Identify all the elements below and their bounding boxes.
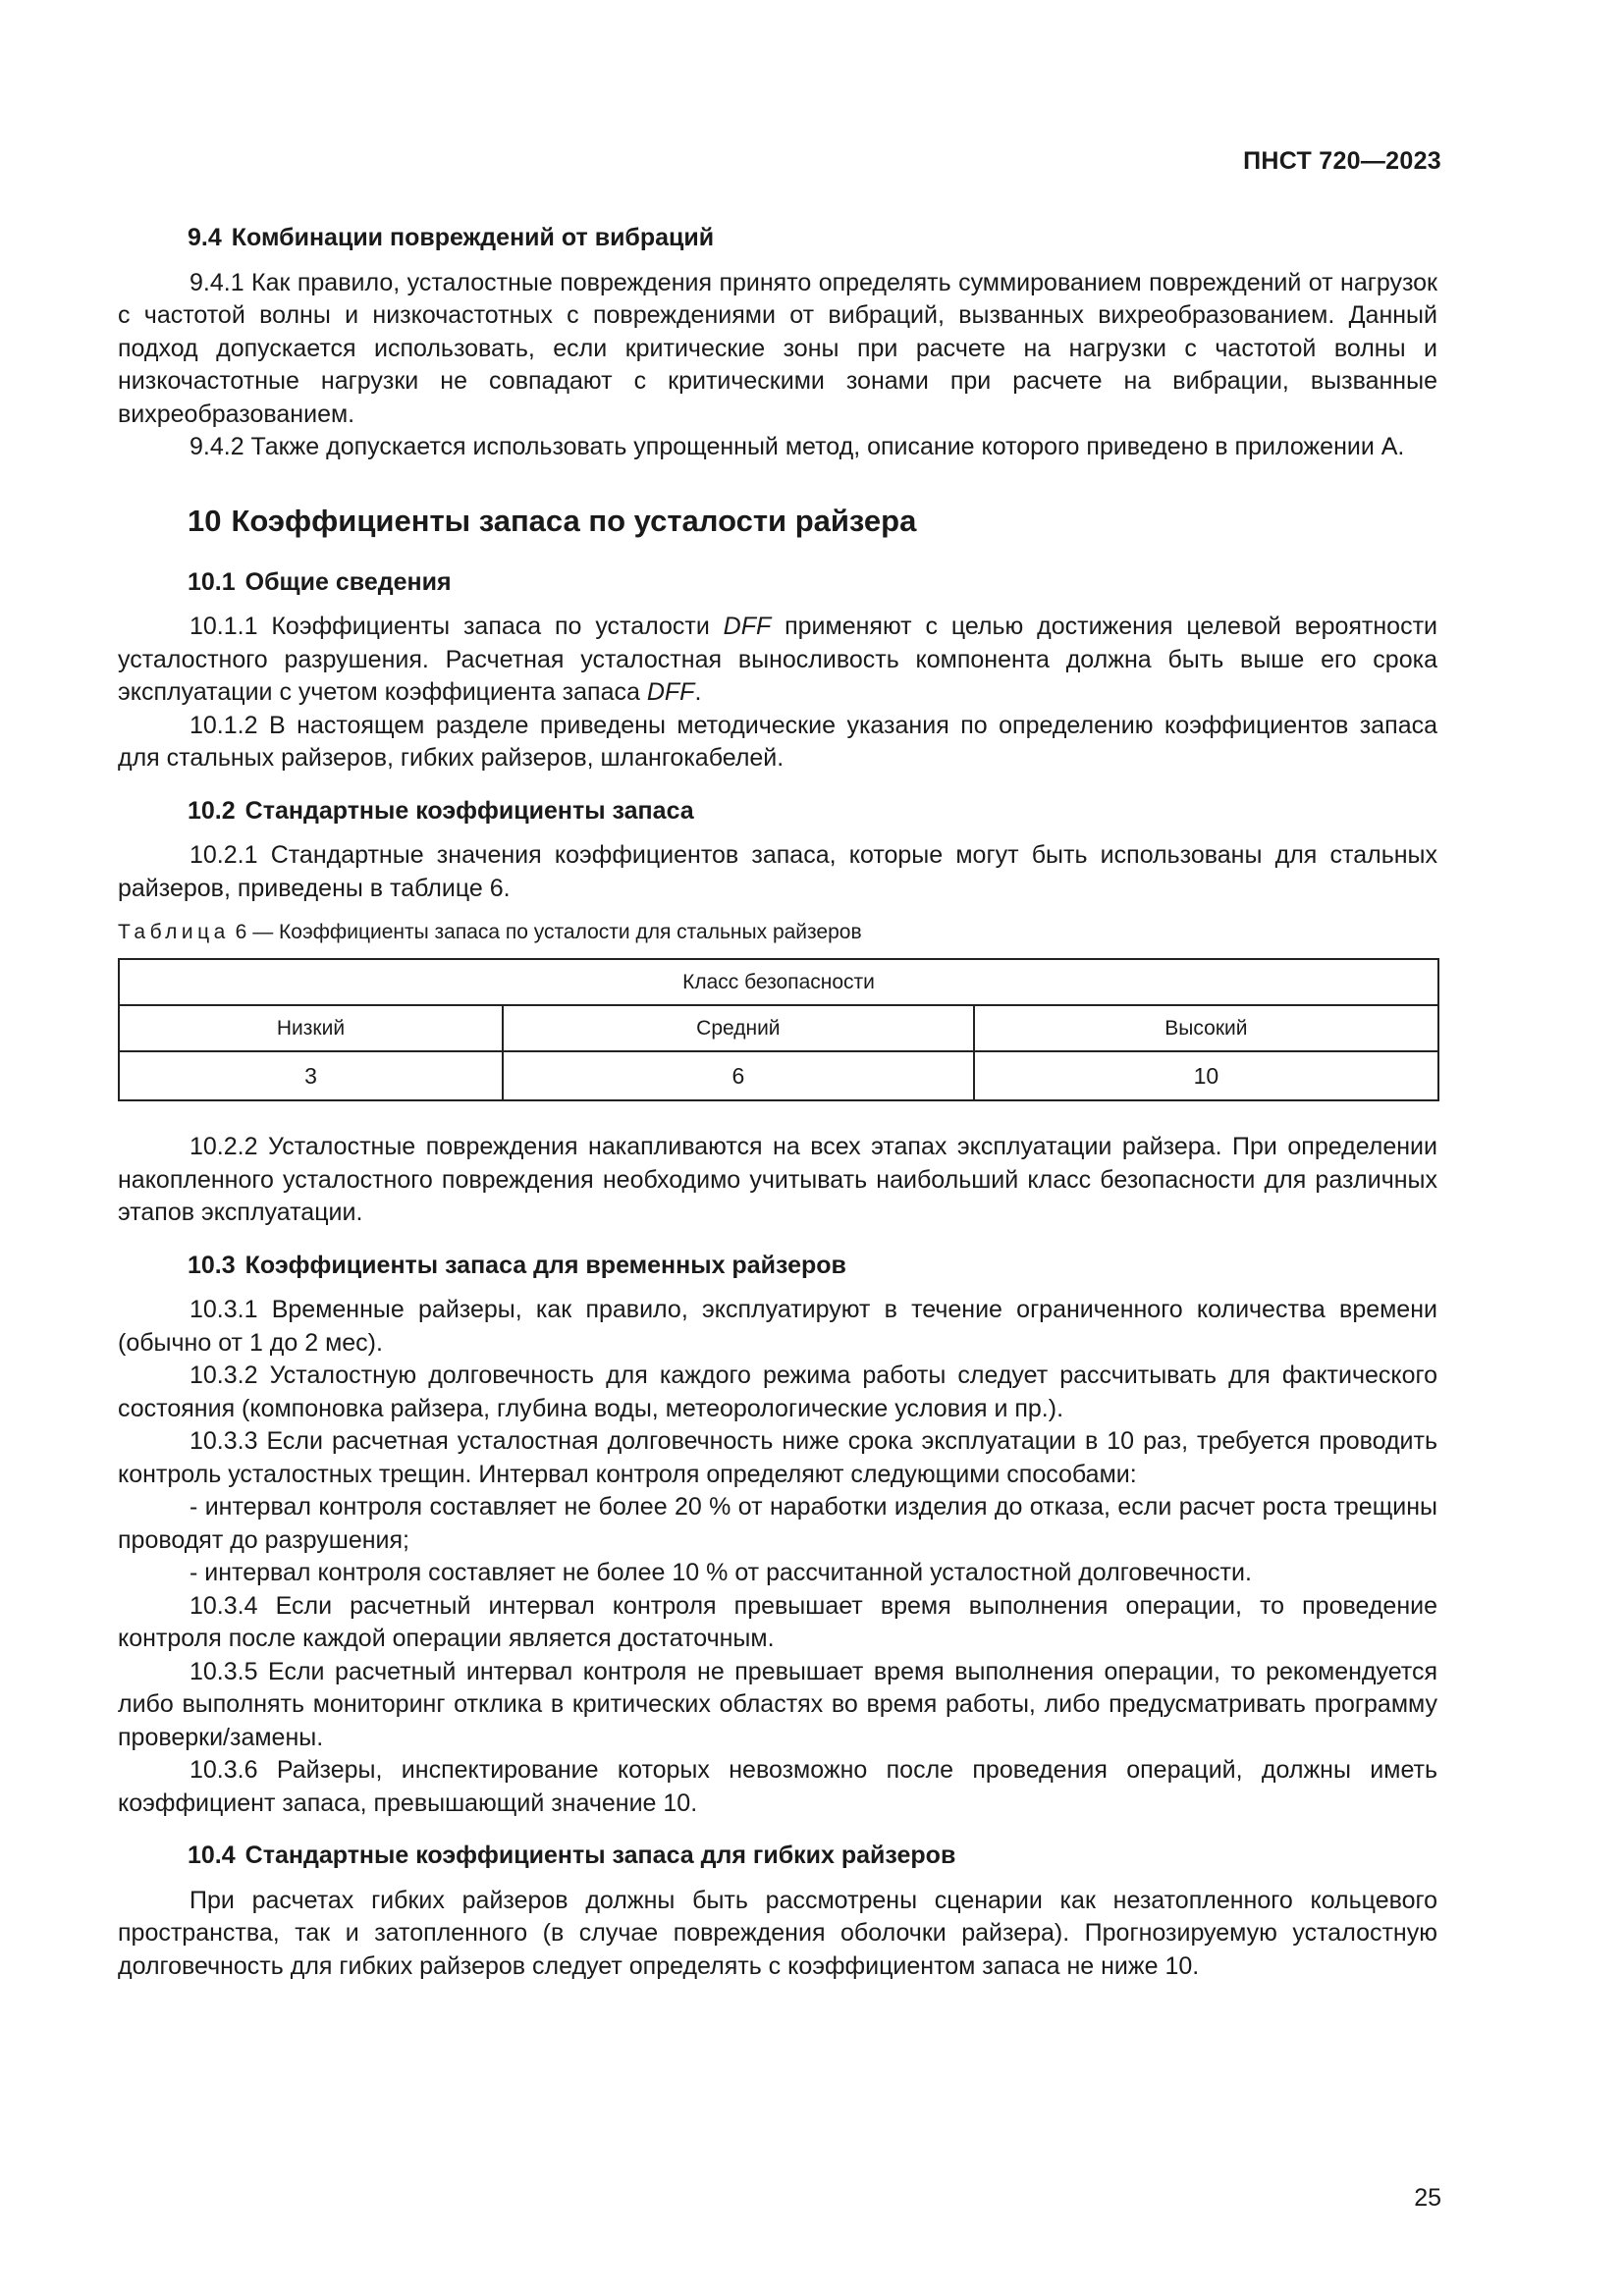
section-number: 9.4 [188, 224, 222, 251]
paragraph-9-4-2: 9.4.2 Также допускается использовать упрощенный метод, описание которого приведено в приложении А. [189, 433, 1405, 460]
list-item: - интервал контроля составляет не более 20 % от наработки изделия до отказа, если расчет роста трещины проводят до разрушения; [118, 1493, 1437, 1554]
dff-term: DFF [646, 678, 695, 706]
section-number: 10.1 [188, 567, 236, 596]
caption-text: 6 — Коэффициенты запаса по усталости для стальных райзеров [229, 921, 862, 943]
text-run: 10.1.1 Коэффициенты запаса по усталости [189, 613, 724, 640]
section-number: 10.3 [188, 1251, 236, 1279]
heading-10-4 [118, 1840, 1437, 1873]
heading-10-3 [118, 1250, 1437, 1283]
safety-factor-table [118, 958, 1439, 1101]
table-column-header: Высокий [974, 1005, 1438, 1051]
section-title: Стандартные коэффициенты запаса [244, 796, 694, 825]
paragraph-10-3-4: 10.3.4 Если расчетный интервал контроля превышает время выполнения операции, то проведение контроля после каждой операции является достаточным. [118, 1591, 1437, 1652]
section-number: 10.2 [188, 796, 236, 825]
table-cell: 10 [974, 1051, 1438, 1100]
section-title: Стандартные коэффициенты запаса для гибких райзеров [244, 1842, 956, 1869]
page-content [118, 222, 1437, 1983]
section-title: Комбинации повреждений от вибраций [231, 224, 715, 251]
table-group-header: Класс безопасности [119, 959, 1438, 1005]
section-title: Общие сведения [244, 567, 452, 596]
page-number: 25 [1414, 2184, 1441, 2212]
text-run: применяют с целью достижения целевой вероятности усталостного разрушения. Расчетная усталостная выносливость компонента должна быть выше его срока эксплуатации с учетом коэффициента запаса [118, 613, 1438, 706]
paragraph-10-3-5: 10.3.5 Если расчетный интервал контроля не превышает время выполнения операции, то рекомендуется либо выполнять мониторинг отклика в критических областях во время работы, либо предусматривать программу проверки/замены. [118, 1657, 1437, 1751]
dff-term: DFF [723, 613, 772, 640]
paragraph-10-2-2: 10.2.2 Усталостные повреждения накапливаются на всех этапах эксплуатации райзера. При определении накопленного усталостного повреждения необходимо учитывать наибольший класс безопасности для различных этапов эксплуатации. [118, 1133, 1437, 1226]
text-run: . [694, 678, 702, 706]
paragraph-10-3-3: 10.3.3 Если расчетная усталостная долговечность ниже срока эксплуатации в 10 раз, требуется проводить контроль усталостных трещин. Интервал контроля определяют следующими способами: [118, 1427, 1437, 1488]
section-title: Коэффициенты запаса для временных райзеров [244, 1251, 846, 1279]
section-title: Коэффициенты запаса по усталости райзера [231, 503, 917, 538]
heading-10-2 [118, 795, 1437, 828]
table-column-header: Низкий [119, 1005, 503, 1051]
paragraph-10-1-1 [118, 611, 1437, 710]
paragraph-10-4: При расчетах гибких райзеров должны быть рассмотрены сценарии как незатопленного кольцевого пространства, так и затопленного (в случае повреждения оболочки райзера). Прогнозируемую усталостную долговечность для гибких райзеров следует определять с коэффициентом запаса не ниже 10. [118, 1886, 1437, 1980]
heading-10-1 [118, 566, 1437, 600]
paragraph-10-3-1: 10.3.1 Временные райзеры, как правило, эксплуатируют в течение ограниченного количества времени (обычно от 1 до 2 мес). [118, 1296, 1437, 1357]
paragraph-10-1-2: 10.1.2 В настоящем разделе приведены методические указания по определению коэффициентов запаса для стальных райзеров, гибких райзеров, шлангокабелей. [118, 711, 1437, 772]
table-column-header: Средний [503, 1005, 974, 1051]
paragraph-10-3-2: 10.3.2 Усталостную долговечность для каждого режима работы следует рассчитывать для фактического состояния (компоновка райзера, глубина воды, метеорологические условия и пр.). [118, 1362, 1437, 1422]
paragraph-9-4-1: 9.4.1 Как правило, усталостные повреждения принято определять суммированием повреждений от нагрузок с частотой волны и низкочастотных с повреждениями от вибраций, вызванных вихреобразованием. Данный подход допускается использовать, если критические зоны при расчете на нагрузки с частотой волны и низкочастотные нагрузки не совпадают с критическими зонами при расчете на вибрации, вызванные вихреобразованием. [118, 268, 1437, 428]
paragraph-10-3-6: 10.3.6 Райзеры, инспектирование которых невозможно после проведения операций, должны иметь коэффициент запаса, превышающий значение 10. [118, 1756, 1437, 1817]
paragraph-10-2-1: 10.2.1 Стандартные значения коэффициентов запаса, которые могут быть использованы для стальных райзеров, приведены в таблице 6. [118, 841, 1437, 902]
standard-code: ПНСТ 720—2023 [1243, 147, 1441, 175]
section-number: 10 [188, 503, 222, 538]
section-number: 10.4 [188, 1842, 236, 1869]
table-cell: 6 [503, 1051, 974, 1100]
caption-label: Таблица [118, 921, 230, 943]
heading-10 [118, 502, 1437, 541]
list-item: - интервал контроля составляет не более 10 % от рассчитанной усталостной долговечности. [189, 1559, 1252, 1586]
table-6-caption [118, 919, 1437, 946]
heading-9-4 [118, 222, 1437, 255]
table-cell: 3 [119, 1051, 503, 1100]
